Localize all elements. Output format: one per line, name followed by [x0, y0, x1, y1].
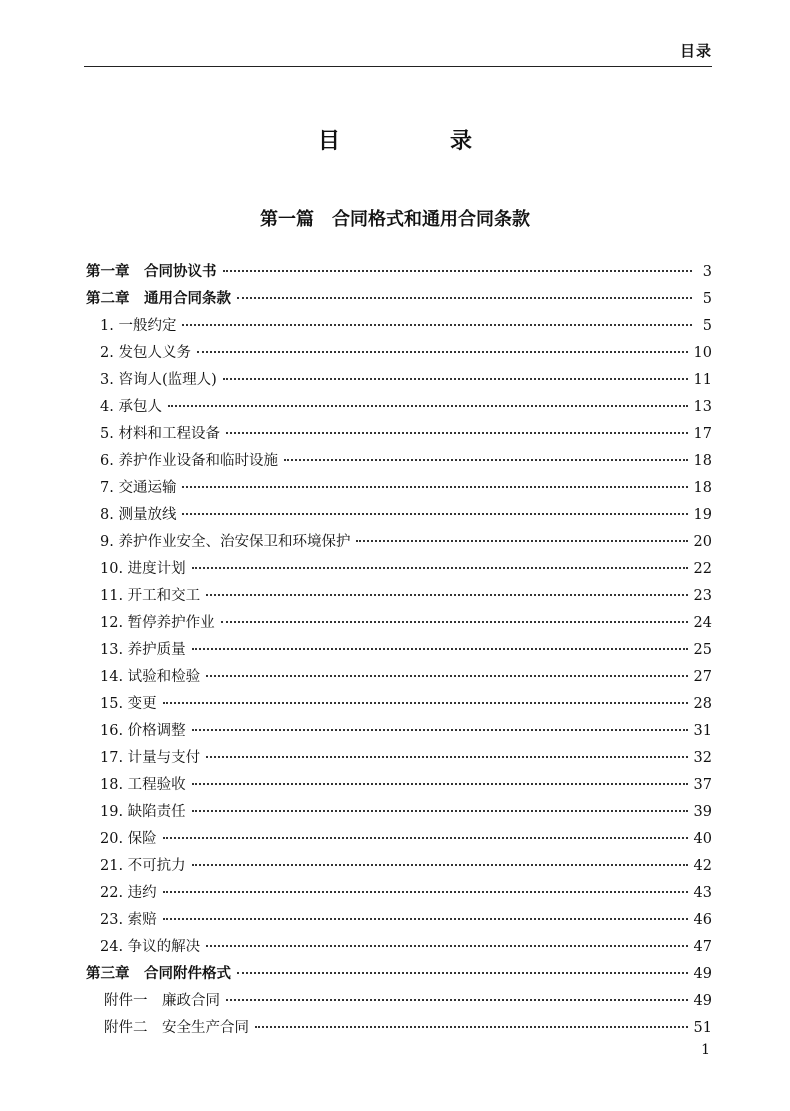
- toc-entry-section[interactable]: [86, 691, 712, 718]
- page-number: 1: [701, 1042, 710, 1058]
- dot-leader: [163, 891, 688, 893]
- dot-leader: [223, 270, 693, 272]
- dot-leader: [255, 1026, 688, 1028]
- dot-leader: [163, 702, 688, 704]
- toc-entry-label: 19. 缺陷责任: [100, 804, 186, 820]
- toc-entry-page: 5: [702, 291, 712, 307]
- toc-entry-section[interactable]: [86, 313, 712, 340]
- dot-leader: [206, 945, 687, 947]
- toc-entry-page: 24: [693, 615, 712, 631]
- toc-entry-label: 3. 咨询人(监理人): [100, 372, 217, 388]
- toc-entry-label: 1. 一般约定: [100, 318, 177, 334]
- dot-leader: [182, 324, 692, 326]
- toc-entry-label: 23. 索赔: [100, 912, 157, 928]
- toc-entry-label: 13. 养护质量: [100, 642, 186, 658]
- dot-leader: [223, 378, 688, 380]
- dot-leader: [182, 513, 687, 515]
- toc-entry-section[interactable]: [86, 664, 712, 691]
- toc-entry-page: 31: [693, 723, 712, 739]
- toc-entry-page: 43: [693, 885, 712, 901]
- dot-leader: [226, 432, 688, 434]
- dot-leader: [284, 459, 688, 461]
- toc-entry-section[interactable]: [86, 394, 712, 421]
- toc-entry-label: 11. 开工和交工: [100, 588, 201, 604]
- toc-entry-section[interactable]: [86, 637, 712, 664]
- toc-entry-page: 49: [693, 993, 712, 1009]
- toc-entry-page: 18: [693, 480, 712, 496]
- dot-leader: [237, 972, 688, 974]
- dot-leader: [168, 405, 688, 407]
- toc-entry-section[interactable]: [86, 853, 712, 880]
- toc-entry-section[interactable]: [86, 583, 712, 610]
- toc-entry-label: 2. 发包人义务: [100, 345, 191, 361]
- header-rule: [84, 66, 712, 67]
- toc-entry-section[interactable]: [86, 340, 712, 367]
- toc-entry-page: 20: [693, 534, 712, 550]
- toc-entry-section[interactable]: [86, 826, 712, 853]
- toc-entry-page: 23: [693, 588, 712, 604]
- toc-entry-section[interactable]: [86, 880, 712, 907]
- toc-entry-section[interactable]: [86, 772, 712, 799]
- dot-leader: [197, 351, 688, 353]
- toc-entry-page: 17: [693, 426, 712, 442]
- toc-entry-page: 51: [693, 1020, 712, 1036]
- toc-list: [86, 259, 712, 1042]
- toc-entry-page: 37: [693, 777, 712, 793]
- toc-entry-page: 46: [693, 912, 712, 928]
- toc-entry-page: 13: [693, 399, 712, 415]
- toc-entry-page: 47: [693, 939, 712, 955]
- toc-entry-section[interactable]: [86, 799, 712, 826]
- dot-leader: [192, 567, 688, 569]
- toc-entry-label: 20. 保险: [100, 831, 157, 847]
- toc-entry-page: 49: [693, 966, 712, 982]
- toc-entry-label: 24. 争议的解决: [100, 939, 201, 955]
- toc-entry-label: 16. 价格调整: [100, 723, 186, 739]
- toc-entry-label: 21. 不可抗力: [100, 858, 186, 874]
- toc-entry-label: 14. 试验和检验: [100, 669, 201, 685]
- toc-entry-page: 27: [693, 669, 712, 685]
- toc-entry-section[interactable]: [86, 745, 712, 772]
- toc-entry-label: 15. 变更: [100, 696, 157, 712]
- toc-entry-section[interactable]: [86, 556, 712, 583]
- toc-entry-section[interactable]: [86, 448, 712, 475]
- toc-entry-section[interactable]: [86, 475, 712, 502]
- dot-leader: [163, 837, 688, 839]
- toc-entry-chapter[interactable]: [86, 259, 712, 286]
- toc-entry-label: 4. 承包人: [100, 399, 162, 415]
- dot-leader: [226, 999, 688, 1001]
- toc-entry-label: 9. 养护作业安全、治安保卫和环境保护: [100, 534, 351, 550]
- dot-leader: [192, 783, 688, 785]
- toc-entry-section[interactable]: [86, 907, 712, 934]
- dot-leader: [237, 297, 692, 299]
- toc-entry-chapter[interactable]: [86, 286, 712, 313]
- dot-leader: [206, 756, 687, 758]
- toc-entry-label: 第三章 合同附件格式: [86, 966, 231, 982]
- toc-entry-label: 18. 工程验收: [100, 777, 186, 793]
- dot-leader: [192, 648, 688, 650]
- toc-entry-page: 42: [693, 858, 712, 874]
- toc-entry-attach[interactable]: [86, 1015, 712, 1042]
- toc-entry-label: 6. 养护作业设备和临时设施: [100, 453, 278, 469]
- toc-entry-page: 25: [693, 642, 712, 658]
- running-head: 目录: [679, 42, 712, 60]
- toc-entry-label: 5. 材料和工程设备: [100, 426, 220, 442]
- toc-entry-section[interactable]: [86, 934, 712, 961]
- toc-entry-page: 18: [693, 453, 712, 469]
- dot-leader: [356, 540, 687, 542]
- toc-entry-label: 12. 暂停养护作业: [100, 615, 215, 631]
- toc-entry-chapter[interactable]: [86, 961, 712, 988]
- toc-entry-page: 32: [693, 750, 712, 766]
- toc-entry-page: 40: [693, 831, 712, 847]
- toc-entry-label: 8. 测量放线: [100, 507, 177, 523]
- toc-entry-page: 10: [693, 345, 712, 361]
- toc-entry-page: 28: [693, 696, 712, 712]
- toc-entry-page: 39: [693, 804, 712, 820]
- toc-entry-page: 22: [693, 561, 712, 577]
- toc-entry-label: 10. 进度计划: [100, 561, 186, 577]
- dot-leader: [192, 810, 688, 812]
- toc-entry-label: 17. 计量与支付: [100, 750, 201, 766]
- dot-leader: [206, 675, 687, 677]
- toc-entry-label: 7. 交通运输: [100, 480, 177, 496]
- toc-entry-section[interactable]: [86, 367, 712, 394]
- toc-entry-page: 3: [702, 264, 712, 280]
- dot-leader: [206, 594, 687, 596]
- toc-entry-label: 22. 违约: [100, 885, 157, 901]
- toc-title: 目 录: [317, 129, 516, 154]
- part-title: 第一篇 合同格式和通用合同条款: [260, 209, 530, 230]
- toc-entry-section[interactable]: [86, 502, 712, 529]
- dot-leader: [192, 729, 688, 731]
- toc-entry-page: 19: [693, 507, 712, 523]
- dot-leader: [163, 918, 688, 920]
- dot-leader: [221, 621, 688, 623]
- toc-entry-attach[interactable]: [86, 988, 712, 1015]
- toc-entry-label: 附件一 廉政合同: [104, 993, 220, 1009]
- toc-entry-label: 第二章 通用合同条款: [86, 291, 231, 307]
- toc-entry-section[interactable]: [86, 529, 712, 556]
- toc-entry-page: 5: [702, 318, 712, 334]
- dot-leader: [182, 486, 687, 488]
- toc-entry-page: 11: [693, 372, 712, 388]
- toc-entry-section[interactable]: [86, 718, 712, 745]
- toc-entry-section[interactable]: [86, 421, 712, 448]
- dot-leader: [192, 864, 688, 866]
- toc-entry-section[interactable]: [86, 610, 712, 637]
- toc-entry-label: 第一章 合同协议书: [86, 264, 217, 280]
- toc-entry-label: 附件二 安全生产合同: [104, 1020, 249, 1036]
